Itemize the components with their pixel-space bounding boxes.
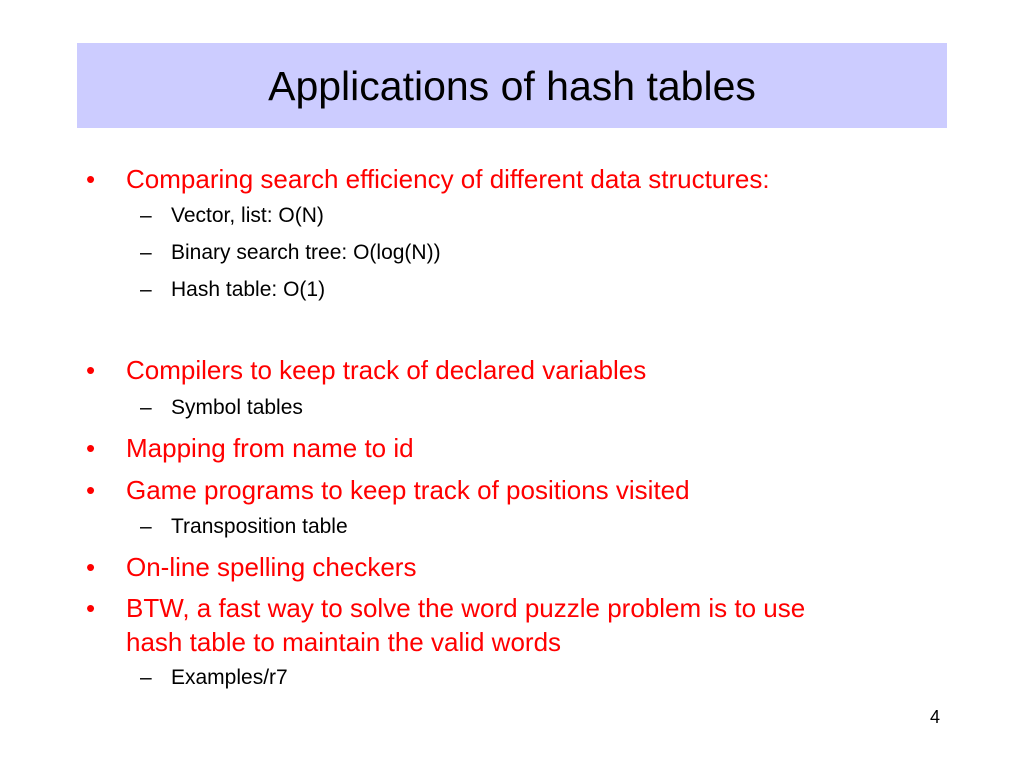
bullet-text-line-2: hash table to maintain the valid words	[126, 627, 562, 657]
sub-item-text: Vector, list: O(N)	[171, 204, 324, 227]
bullet-text-line-1: BTW, a fast way to solve the word puzzle problem is to use	[126, 593, 806, 623]
bullet-text: Comparing search efficiency of different data structures:	[126, 164, 770, 194]
bullet-text: Game programs to keep track of positions visited	[126, 475, 690, 505]
bullet-icon: •	[86, 355, 96, 385]
bullet-icon: •	[86, 475, 96, 505]
dash-icon: –	[140, 278, 152, 301]
dash-icon: –	[140, 204, 152, 227]
sub-item-text: Symbol tables	[171, 396, 303, 419]
sub-item-text: Examples/r7	[171, 666, 288, 689]
sub-item-text: Binary search tree: O(log(N))	[171, 241, 441, 264]
bullet-icon: •	[86, 552, 96, 582]
dash-icon: –	[140, 515, 152, 538]
title-bar	[77, 43, 947, 128]
sub-item-text: Hash table: O(1)	[171, 278, 326, 301]
dash-icon: –	[140, 241, 152, 264]
dash-icon: –	[140, 396, 152, 419]
page-number: 4	[929, 707, 940, 727]
bullet-text: Compilers to keep track of declared variables	[126, 355, 647, 385]
sub-item-text: Transposition table	[171, 515, 348, 538]
bullet-text: Mapping from name to id	[126, 433, 414, 463]
bullet-text: On-line spelling checkers	[126, 552, 417, 582]
slide-title: Applications of hash tables	[268, 63, 756, 109]
bullet-icon: •	[86, 433, 96, 463]
bullet-icon: •	[86, 164, 96, 194]
bullet-icon: •	[86, 593, 96, 623]
dash-icon: –	[140, 666, 152, 689]
